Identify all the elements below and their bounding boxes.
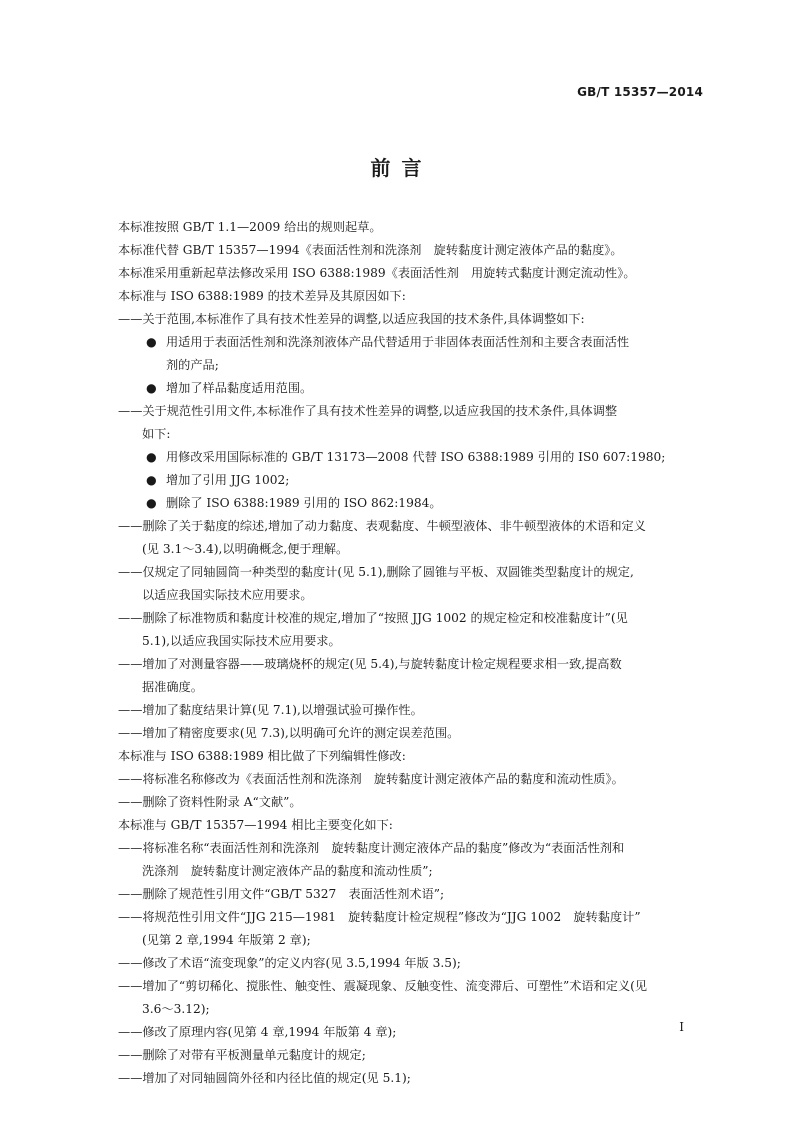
bullet-icon: ● [146, 335, 157, 349]
dash-item: ——修改了术语“流变现象”的定义内容(见 3.5,1994 年版 3.5); [118, 956, 461, 970]
bullet-item [118, 446, 704, 469]
bullet-icon: ● [146, 496, 157, 510]
bullet-icon: ● [146, 381, 157, 395]
dash-item: ——增加了对测量容器——玻璃烧杯的规定(见 5.4),与旋转黏度计检定规程要求相一致,提高数 [118, 657, 622, 671]
continuation-line: 以适应我国实际技术应用要求。 [142, 588, 313, 602]
dash-item: ——关于范围,本标准作了具有技术性差异的调整,以适应我国的技术条件,具体调整如下: [118, 312, 585, 326]
dash-item: ——修改了原理内容(见第 4 章,1994 年版第 4 章); [118, 1025, 397, 1039]
dash-item: ——将标准名称修改为《表面活性剂和洗涤剂 旋转黏度计测定液体产品的黏度和流动性质》。 [118, 772, 624, 786]
continuation-line: 据准确度。 [142, 680, 203, 694]
page-number: I [679, 1020, 684, 1034]
dash-item: ——删除了资料性附录 A“文献”。 [118, 795, 302, 809]
bullet-text: 增加了样品黏度适用范围。 [166, 381, 313, 395]
bullet-item [118, 377, 704, 400]
page-title: 前 言 [370, 156, 424, 180]
dash-item: ——删除了对带有平板测量单元黏度计的规定; [118, 1048, 366, 1062]
bullet-text: 删除了 ISO 6388:1989 引用的 ISO 862:1984。 [166, 496, 442, 510]
paragraph-line: 本标准与 ISO 6388:1989 相比做了下列编辑性修改: [118, 749, 406, 763]
dash-item: ——删除了关于黏度的综述,增加了动力黏度、表观黏度、牛顿型液体、非牛顿型液体的术语和定义 [118, 519, 646, 533]
paragraph-line: 本标准与 GB/T 15357—1994 相比主要变化如下: [118, 818, 393, 832]
bullet-text: 用修改采用国际标准的 GB/T 13173—2008 代替 ISO 6388:1989 引用的 IS0 607:1980; [166, 450, 666, 464]
bullet-text: 增加了引用 JJG 1002; [166, 473, 290, 487]
continuation-line: 如下: [142, 427, 171, 441]
continuation-line: 洗涤剂 旋转黏度计测定液体产品的黏度和流动性质”; [142, 864, 433, 878]
continuation-line: 5.1),以适应我国实际技术应用要求。 [142, 634, 341, 648]
continuation-line: (见第 2 章,1994 年版第 2 章); [142, 933, 311, 947]
dash-item: ——删除了规范性引用文件“GB/T 5327 表面活性剂术语”; [118, 887, 445, 901]
bullet-item [118, 331, 704, 354]
dash-item: ——将规范性引用文件“JJG 215—1981 旋转黏度计检定规程”修改为“JJG 1002 旋转黏度计” [118, 910, 641, 924]
paragraph-line: 本标准采用重新起草法修改采用 ISO 6388:1989《表面活性剂 用旋转式黏度计测定流动性》。 [118, 266, 636, 280]
dash-item: ——将标准名称“表面活性剂和洗涤剂 旋转黏度计测定液体产品的黏度”修改为“表面活性剂和 [118, 841, 625, 855]
foreword-body [118, 216, 704, 1090]
dash-item: ——增加了黏度结果计算(见 7.1),以增强试验可操作性。 [118, 703, 423, 717]
dash-item: ——仅规定了同轴圆筒一种类型的黏度计(见 5.1),删除了圆锥与平板、双圆锥类型黏度计的规定, [118, 565, 634, 579]
bullet-item [118, 492, 704, 515]
paragraph-line: 本标准代替 GB/T 15357—1994《表面活性剂和洗涤剂 旋转黏度计测定液体产品的黏度》。 [118, 243, 623, 257]
standard-number: GB/T 15357—2014 [577, 85, 703, 99]
dash-item: ——删除了标准物质和黏度计校准的规定,增加了“按照 JJG 1002 的规定检定和校准黏度计”(见 [118, 611, 628, 625]
bullet-icon: ● [146, 473, 157, 487]
dash-item: ——关于规范性引用文件,本标准作了具有技术性差异的调整,以适应我国的技术条件,具体调整 [118, 404, 618, 418]
bullet-text: 用适用于表面活性剂和洗涤剂液体产品代替适用于非固体表面活性剂和主要含表面活性 [166, 335, 630, 349]
paragraph-line: 本标准按照 GB/T 1.1—2009 给出的规则起草。 [118, 220, 382, 234]
dash-item: ——增加了对同轴圆筒外径和内径比值的规定(见 5.1); [118, 1071, 411, 1085]
bullet-item [118, 469, 704, 492]
continuation-line: 3.6～3.12); [142, 1002, 210, 1016]
continuation-line: (见 3.1～3.4),以明确概念,便于理解。 [142, 542, 349, 556]
bullet-icon: ● [146, 450, 157, 464]
dash-item: ——增加了精密度要求(见 7.3),以明确可允许的测定误差范围。 [118, 726, 460, 740]
paragraph-line: 本标准与 ISO 6388:1989 的技术差异及其原因如下: [118, 289, 406, 303]
dash-item: ——增加了“剪切稀化、搅胀性、触变性、震凝现象、反触变性、流变滞后、可塑性”术语和定义(见 [118, 979, 648, 993]
bullet-continuation-line: 剂的产品; [166, 358, 219, 372]
